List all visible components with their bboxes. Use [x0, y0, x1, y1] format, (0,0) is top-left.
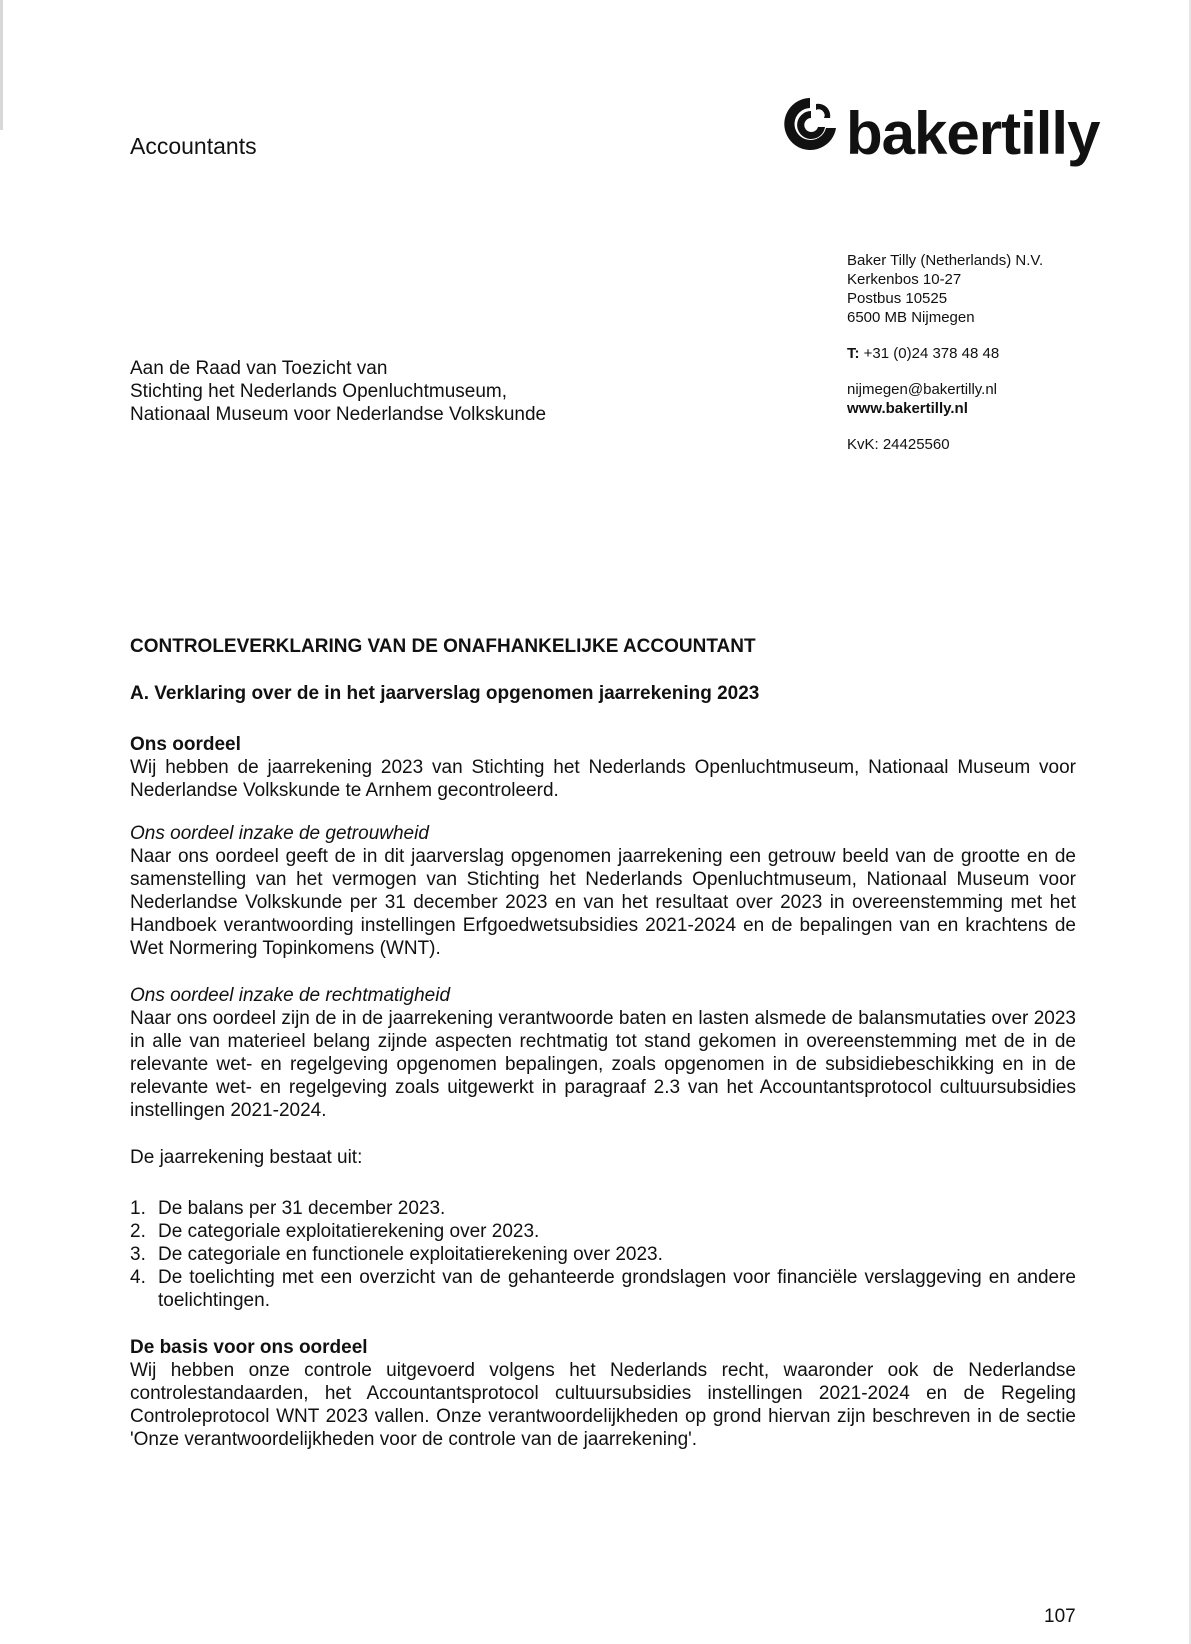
addressee-line-1: Aan de Raad van Toezicht van	[130, 358, 388, 379]
basis-heading: De basis voor ons oordeel	[130, 1337, 368, 1358]
page-number: 107	[1044, 1606, 1076, 1627]
consists-list	[130, 1197, 1076, 1312]
office-email[interactable]: nijmegen@bakertilly.nl	[847, 381, 998, 398]
legality-heading: Ons oordeel inzake de rechtmatigheid	[130, 985, 451, 1006]
consists-intro: De jaarrekening bestaat uit:	[130, 1147, 363, 1168]
addressee-block	[130, 357, 546, 426]
legality-text: Naar ons oordeel zijn de in de jaarrekening verantwoorde baten en lasten alsmede de balansmutaties over 2023 in alle van materieel belang zijnde aspecten rechtmatig tot stand gekomen in overeenstemming met de in de relevante wet- en regelgeving opgenomen bepalingen, zoals opgenomen in de subsidiebeschikking en in de relevante wet- en regelgeving zoals uitgewerkt in paragraaf 2.3 van het Accountantsprotocol cultuursubsidies instellingen 2021-2024.	[130, 1008, 1076, 1121]
list-item	[130, 1266, 1076, 1312]
list-item-text: De toelichting met een overzicht van de gehanteerde grondslagen voor financiële verslaggeving en andere toelichtingen.	[158, 1267, 1076, 1311]
section-a-heading: A. Verklaring over de in het jaarverslag opgenomen jaarrekening 2023	[130, 683, 760, 704]
list-item-number: 3.	[130, 1244, 146, 1265]
opinion-text: Wij hebben de jaarrekening 2023 van Stichting het Nederlands Openluchtmuseum, Nationaal Museum voor Nederlandse Volkskunde te Arnhem gecontroleerd.	[130, 757, 1076, 801]
office-phone-line	[847, 344, 1043, 363]
addressee-line-3: Nationaal Museum voor Nederlandse Volkskunde	[130, 404, 547, 425]
fairness-text: Naar ons oordeel geeft de in dit jaarverslag opgenomen jaarrekening een getrouw beeld van de grootte en de samenstelling van het vermogen van Stichting het Nederlands Openluchtmuseum, Nationaal Museum voor Nederlandse Volkskunde per 31 december 2023 en van het resultaat over 2023 in overeenstemming met het Handboek verantwoording instellingen Erfgoedwetsubsidies 2021-2024 en de bepalingen van en krachtens de Wet Normering Topinkomens (WNT).	[130, 846, 1076, 959]
department-label: Accountants	[130, 133, 257, 159]
phone-label: T:	[847, 345, 860, 362]
list-item-number: 4.	[130, 1267, 146, 1288]
fairness-heading: Ons oordeel inzake de getrouwheid	[130, 823, 429, 844]
list-item-text: De categoriale exploitatierekening over 2023.	[158, 1221, 540, 1242]
office-postbus: Postbus 10525	[847, 290, 948, 307]
bakertilly-swirl-icon	[780, 94, 840, 154]
office-kvk: KvK: 24425560	[847, 436, 950, 453]
report-title: CONTROLEVERKLARING VAN DE ONAFHANKELIJKE ACCOUNTANT	[130, 636, 756, 657]
office-address-block	[847, 251, 1043, 454]
office-city: 6500 MB Nijmegen	[847, 309, 975, 326]
list-item	[130, 1220, 1076, 1243]
bakertilly-logo	[780, 92, 1100, 182]
page-edge-shadow	[0, 0, 3, 130]
basis-text: Wij hebben onze controle uitgevoerd volgens het Nederlands recht, waaronder ook de Nederlandse controlestandaarden, het Accountantsprotocol cultuursubsidies instellingen 2021-2024 en de Regeling Controleprotocol WNT 2023 vallen. Onze verantwoordelijkheden op grond hiervan zijn beschreven in de sectie 'Onze verantwoordelijkheden voor de controle van de jaarrekening'.	[130, 1360, 1076, 1450]
list-item-number: 1.	[130, 1198, 146, 1219]
list-item-number: 2.	[130, 1221, 146, 1242]
report-body	[130, 635, 1076, 1451]
list-item	[130, 1243, 1076, 1266]
addressee-line-2: Stichting het Nederlands Openluchtmuseum,	[130, 381, 508, 402]
list-item	[130, 1197, 1076, 1220]
office-company: Baker Tilly (Netherlands) N.V.	[847, 252, 1044, 269]
office-website[interactable]: www.bakertilly.nl	[847, 400, 968, 417]
logo-wordmark: bakertilly	[846, 100, 1100, 167]
list-item-text: De balans per 31 december 2023.	[158, 1198, 446, 1219]
office-street: Kerkenbos 10-27	[847, 271, 962, 288]
opinion-heading: Ons oordeel	[130, 734, 241, 755]
office-phone: +31 (0)24 378 48 48	[863, 345, 1000, 362]
list-item-text: De categoriale en functionele exploitatierekening over 2023.	[158, 1244, 663, 1265]
